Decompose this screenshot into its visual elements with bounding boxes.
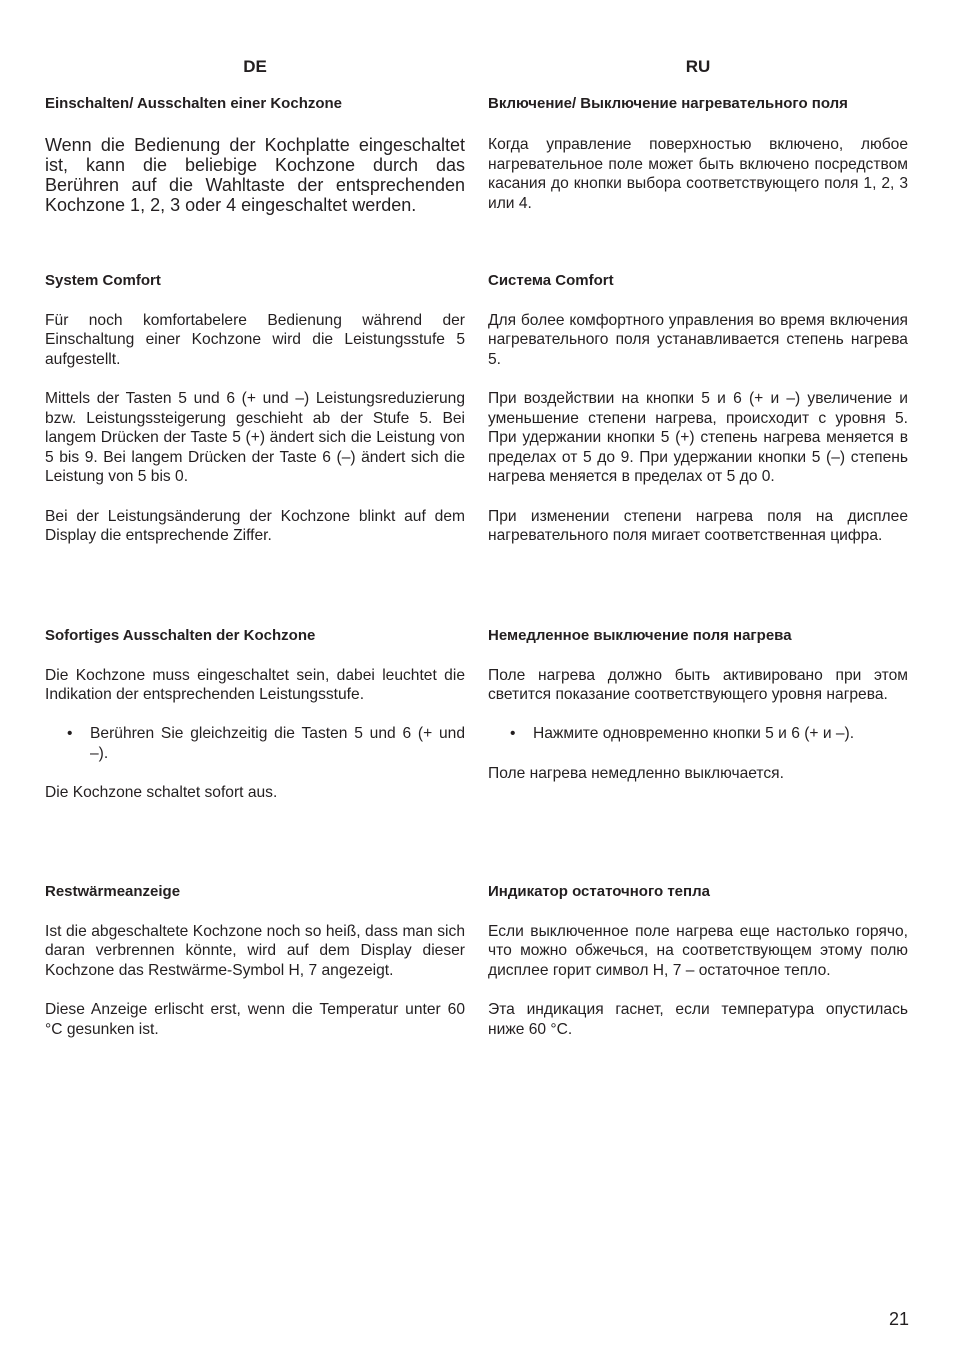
heading-de-switch: Einschalten/ Ausschalten einer Kochzone bbox=[45, 95, 343, 112]
heading-de-residual-heat: Restwärmeanzeige bbox=[45, 883, 181, 900]
section-ru-immediate-off bbox=[488, 626, 908, 783]
paragraph-ru-immediate-off-2: Поле нагрева немедленно выключается. bbox=[488, 764, 784, 782]
heading-ru-comfort: Система Comfort bbox=[488, 272, 614, 289]
heading-ru-residual-heat: Индикатор остаточного тепла bbox=[488, 883, 710, 900]
heading-de-immediate-off: Sofortiges Ausschalten der Kochzone bbox=[45, 627, 316, 644]
language-label-de: DE bbox=[243, 57, 267, 76]
heading-ru-switch: Включение/ Выключение нагревательного поля bbox=[488, 95, 848, 112]
paragraph-ru-comfort-2: При воздействии на кнопки 5 и 6 (+ и –) увеличение и уменьшение степени нагрева, происходит с уровня 5. При удержании кнопки 5 (+) степень нагрева меняется в пределах от 5 до 9. При удержании кнопки 5 (–) степень нагрева меняется в пределах от 5 до 0. bbox=[488, 389, 908, 486]
paragraph-de-immediate-off-2: Die Kochzone schaltet sofort aus. bbox=[45, 784, 278, 802]
paragraph-de-comfort-2: Mittels der Tasten 5 und 6 (+ und –) Leistungsreduzierung bzw. Leistungssteigerung geschieht ab der Stufe 5. Bei langem Drücken der Taste 5 (+) ändert sich die Leistung von 5 bis 9. Bei langem Drücken der Taste 6 (–) ändert sich die Leistung von 5 bis 0. bbox=[45, 389, 465, 486]
paragraph-ru-comfort-3: При изменении степени нагрева поля на дисплее нагревательного поля мигает соответственная цифра. bbox=[488, 507, 908, 545]
paragraph-ru-residual-heat-2: Эта индикация гаснет, если температура опустилась ниже 60 °С. bbox=[488, 1000, 908, 1038]
section-ru-comfort bbox=[488, 271, 908, 546]
paragraph-ru-switch: Когда управление поверхностью включено, любое нагревательное поле может быть включено посредством касания до кнопки выбора соответствующего поля 1, 2, 3 или 4. bbox=[488, 136, 908, 212]
paragraph-ru-residual-heat-1: Если выключенное поле нагрева еще настолько горячо, что можно обжечься, на соответствующем этому полю дисплее горит символ H, 7 – остаточное тепло. bbox=[488, 922, 908, 979]
paragraph-de-comfort-1: Für noch komfortabelere Bedienung während der Einschaltung einer Kochzone wird die Leistungsstufe 5 aufgestellt. bbox=[45, 311, 465, 368]
language-label-ru: RU bbox=[685, 57, 711, 76]
paragraph-de-residual-heat-2: Diese Anzeige erlischt erst, wenn die Temperatur unter 60 °C gesunken ist. bbox=[45, 1000, 465, 1038]
paragraph-de-comfort-3: Bei der Leistungsänderung der Kochzone blinkt auf dem Display die entsprechende Ziffer. bbox=[45, 507, 465, 545]
heading-de-comfort: System Comfort bbox=[45, 272, 161, 289]
heading-ru-immediate-off: Немедленное выключение поля нагрева bbox=[488, 627, 792, 644]
paragraph-de-residual-heat-1: Ist die abgeschaltete Kochzone noch so heiß, dass man sich daran verbrennen könnte, wird auf dem Display dieser Kochzone das Restwärme-Symbol H, 7 angezeigt. bbox=[45, 922, 465, 979]
section-de-comfort bbox=[45, 271, 465, 546]
section-de-immediate-off bbox=[45, 626, 465, 803]
paragraph-ru-immediate-off-1: Поле нагрева должно быть активировано при этом светится показание соответствующего уровня нагрева. bbox=[488, 666, 908, 704]
page-number: 21 bbox=[888, 1309, 909, 1329]
section-ru-switch-on-off bbox=[488, 94, 908, 213]
paragraph-ru-comfort-1: Для более комфортного управления во время включения нагревательного поля устанавливается степень нагрева 5. bbox=[488, 311, 908, 368]
paragraph-de-switch: Wenn die Bedienung der Kochplatte eingeschaltet ist, kann die beliebige Kochzone durch das Berühren auf die Wahltaste der entsprechenden Kochzone 1, 2, 3 oder 4 eingeschaltet werden. bbox=[45, 135, 465, 215]
section-de-residual-heat bbox=[45, 882, 465, 1039]
list-item-ru-immediate-off: • Нажмите одновременно кнопки 5 и 6 (+ и –). bbox=[488, 724, 908, 744]
section-ru-residual-heat bbox=[488, 882, 908, 1039]
paragraph-de-immediate-off-1: Die Kochzone muss eingeschaltet sein, dabei leuchtet die Indikation der entsprechenden Leistungsstufe. bbox=[45, 666, 465, 704]
list-item-de-immediate-off: • Berühren Sie gleichzeitig die Tasten 5 und 6 (+ und –). bbox=[45, 724, 465, 763]
section-de-switch-on-off bbox=[45, 94, 465, 215]
